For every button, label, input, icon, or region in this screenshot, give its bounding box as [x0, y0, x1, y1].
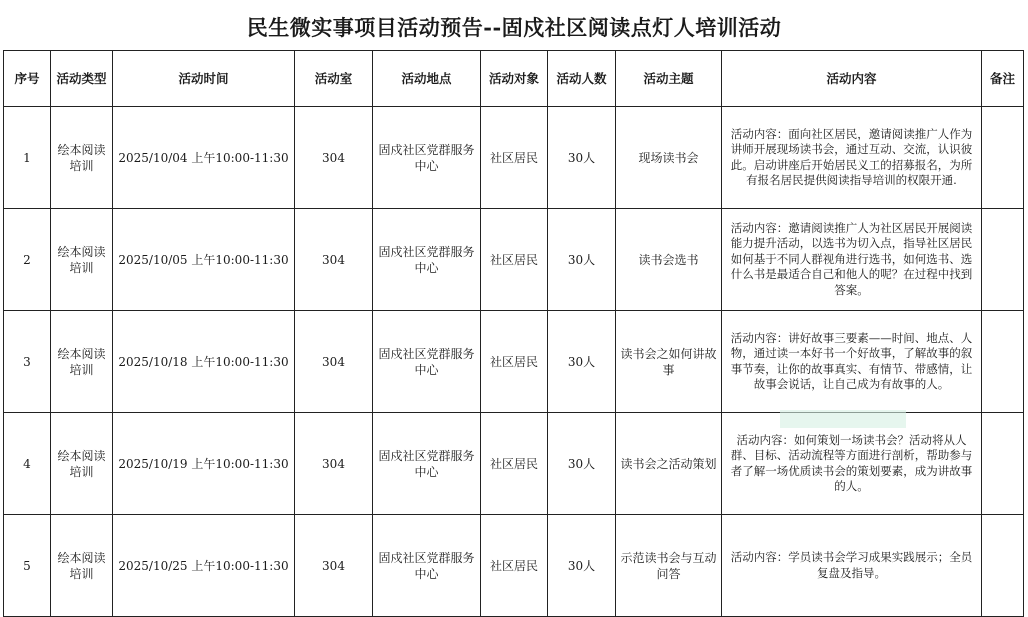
cell-audience: 社区居民 [481, 311, 548, 413]
table-row [4, 311, 1024, 413]
header-content: 活动内容 [722, 51, 982, 107]
cell-time: 2025/10/19 上午10:00-11:30 [113, 413, 295, 515]
cell-count: 30人 [548, 413, 616, 515]
cell-time: 2025/10/18 上午10:00-11:30 [113, 311, 295, 413]
watermark-overlay [780, 410, 906, 428]
cell-place: 固戍社区党群服务中心 [373, 413, 481, 515]
cell-type: 绘本阅读培训 [51, 515, 113, 617]
cell-room: 304 [295, 311, 373, 413]
activity-table [3, 50, 1024, 617]
cell-theme: 读书会选书 [616, 209, 722, 311]
cell-count: 30人 [548, 209, 616, 311]
cell-audience: 社区居民 [481, 209, 548, 311]
cell-count: 30人 [548, 515, 616, 617]
cell-type: 绘本阅读培训 [51, 107, 113, 209]
cell-count: 30人 [548, 311, 616, 413]
cell-count: 30人 [548, 107, 616, 209]
cell-theme: 现场读书会 [616, 107, 722, 209]
cell-index: 1 [4, 107, 51, 209]
header-room: 活动室 [295, 51, 373, 107]
header-place: 活动地点 [373, 51, 481, 107]
cell-audience: 社区居民 [481, 413, 548, 515]
cell-index: 4 [4, 413, 51, 515]
header-type: 活动类型 [51, 51, 113, 107]
cell-time: 2025/10/05 上午10:00-11:30 [113, 209, 295, 311]
cell-index: 5 [4, 515, 51, 617]
cell-room: 304 [295, 515, 373, 617]
cell-content: 活动内容：讲好故事三要素——时间、地点、人物，通过读一本好书一个好故事，了解故事的叙事节奏，让你的故事真实、有情节、带感情，让故事会说话，让自己成为有故事的人。 [722, 311, 982, 413]
table-row [4, 209, 1024, 311]
cell-content: 活动内容：学员读书会学习成果实践展示；全员复盘及指导。 [722, 515, 982, 617]
cell-remark [982, 107, 1024, 209]
cell-room: 304 [295, 107, 373, 209]
table-row [4, 515, 1024, 617]
document-title: 民生微实事项目活动预告--固戍社区阅读点灯人培训活动 [246, 15, 782, 40]
cell-theme: 读书会之如何讲故事 [616, 311, 722, 413]
cell-content: 活动内容：邀请阅读推广人为社区居民开展阅读能力提升活动，以选书为切入点，指导社区居民如何基于不同人群视角进行选书，如何选书、选什么书是最适合自己和他人的呢？在过程中找到答案。 [722, 209, 982, 311]
cell-place: 固戍社区党群服务中心 [373, 209, 481, 311]
header-time: 活动时间 [113, 51, 295, 107]
cell-index: 2 [4, 209, 51, 311]
header-remark: 备注 [982, 51, 1024, 107]
cell-index: 3 [4, 311, 51, 413]
cell-audience: 社区居民 [481, 515, 548, 617]
cell-remark [982, 515, 1024, 617]
cell-type: 绘本阅读培训 [51, 209, 113, 311]
cell-audience: 社区居民 [481, 107, 548, 209]
header-count: 活动人数 [548, 51, 616, 107]
cell-remark [982, 209, 1024, 311]
cell-place: 固戍社区党群服务中心 [373, 515, 481, 617]
cell-room: 304 [295, 209, 373, 311]
cell-place: 固戍社区党群服务中心 [373, 107, 481, 209]
cell-time: 2025/10/04 上午10:00-11:30 [113, 107, 295, 209]
cell-type: 绘本阅读培训 [51, 413, 113, 515]
cell-room: 304 [295, 413, 373, 515]
header-audience: 活动对象 [481, 51, 548, 107]
table-header-row [4, 51, 1024, 107]
cell-content: 活动内容：面向社区居民，邀请阅读推广人作为讲师开展现场读书会，通过互动、交流，认识彼此。启动讲座后开始居民义工的招募报名，为所有报名居民提供阅读指导培训的权限开通. [722, 107, 982, 209]
table-row [4, 107, 1024, 209]
cell-theme: 读书会之活动策划 [616, 413, 722, 515]
cell-content: 活动内容：如何策划一场读书会？活动将从人群、目标、活动流程等方面进行剖析，帮助参与者了解一场优质读书会的策划要素，成为讲故事的人。 [722, 413, 982, 515]
cell-remark [982, 413, 1024, 515]
cell-theme: 示范读书会与互动问答 [616, 515, 722, 617]
cell-type: 绘本阅读培训 [51, 311, 113, 413]
cell-place: 固戍社区党群服务中心 [373, 311, 481, 413]
header-index: 序号 [4, 51, 51, 107]
cell-time: 2025/10/25 上午10:00-11:30 [113, 515, 295, 617]
header-theme: 活动主题 [616, 51, 722, 107]
cell-remark [982, 311, 1024, 413]
